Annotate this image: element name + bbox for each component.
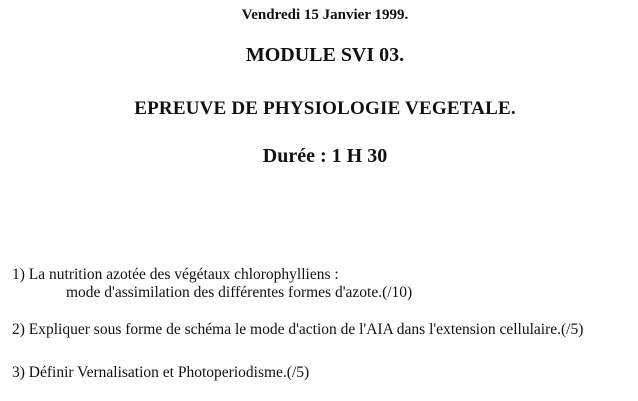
module-title: MODULE SVI 03. (245, 44, 405, 66)
question-3: 3) Définir Vernalisation et Photoperiodisme.(/5) (12, 364, 310, 381)
exam-title: EPREUVE DE PHYSIOLOGIE VEGETALE. (134, 98, 516, 119)
exam-duration: Durée : 1 H 30 (262, 145, 388, 167)
question-2: 2) Expliquer sous forme de schéma le mode d'action de l'AIA dans l'extension cellulaire.(/5) (12, 321, 584, 338)
exam-date: Vendredi 15 Janvier 1999. (241, 7, 409, 23)
question-1-detail: mode d'assimilation des différentes formes d'azote.(/10) (66, 284, 413, 301)
question-1: 1) La nutrition azotée des végétaux chlorophylliens : (12, 266, 339, 283)
